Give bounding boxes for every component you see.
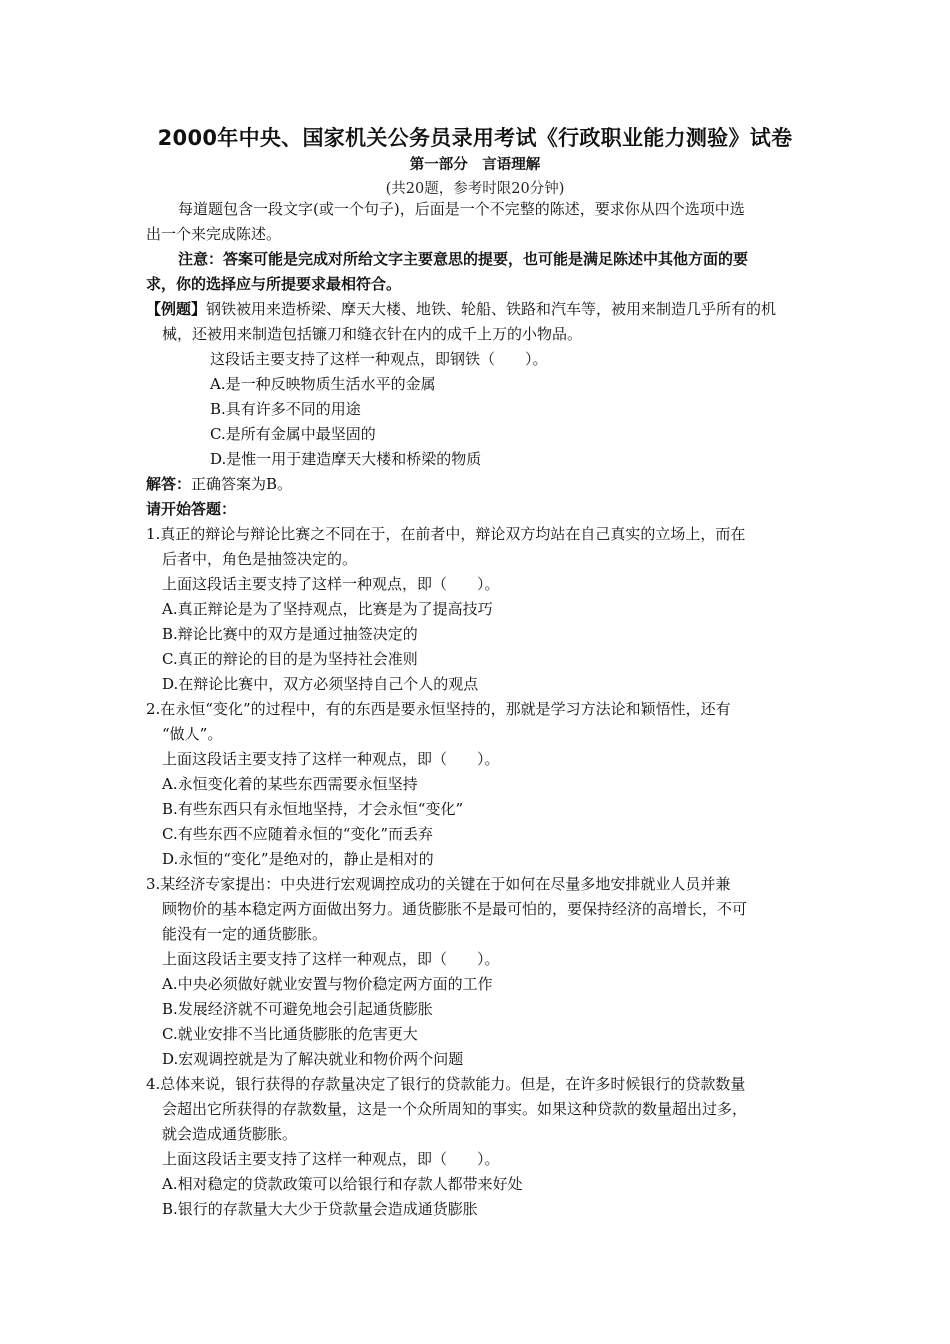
example-option: C.是所有金属中最坚固的: [210, 425, 376, 443]
question-line: 顾物价的基本稳定两方面做出努力。通货膨胀不是最可怕的，要保持经济的高增长，不可: [162, 900, 748, 918]
question-option: D.宏观调控就是为了解决就业和物价两个问题: [162, 1050, 464, 1068]
section-title: 第一部分 言语理解: [409, 157, 541, 173]
intro-line: 每道题包含一段文字(或一个句子)，后面是一个不完整的陈述，要求你从四个选项中选: [178, 200, 745, 218]
question-option: A.中央必须做好就业安置与物价稳定两方面的工作: [162, 975, 493, 993]
question-line: 会超出它所获得的存款数量，这是一个众所周知的事实。如果这种贷款的数量超出过多，: [162, 1100, 748, 1118]
notice-line: 求，你的选择应与所提要求最相符合。: [146, 275, 402, 293]
question-stem: 上面这段话主要支持了这样一种观点，即（ ）。: [162, 1150, 500, 1168]
question-line: 4.总体来说，银行获得的存款量决定了银行的贷款能力。但是，在许多时候银行的贷款数量: [146, 1075, 746, 1093]
question-line: 3.某经济专家提出：中央进行宏观调控成功的关键在于如何在尽量多地安排就业人员并兼: [146, 875, 731, 893]
question-stem: 上面这段话主要支持了这样一种观点，即（ ）。: [162, 750, 500, 768]
start-prompt: 请开始答题：: [146, 500, 237, 518]
intro-line: 出一个来完成陈述。: [146, 225, 282, 243]
section-note: (共20题，参考时限20分钟): [385, 181, 565, 197]
question-option: A.相对稳定的贷款政策可以给银行和存款人都带来好处: [162, 1175, 523, 1193]
exam-title: 2000年中央、国家机关公务员录用考试《行政职业能力测验》试卷: [157, 126, 793, 150]
question-option: A.真正辩论是为了坚持观点，比赛是为了提高技巧: [162, 600, 493, 618]
example-option: A.是一种反映物质生活水平的金属: [210, 375, 436, 393]
question-option: B.辩论比赛中的双方是通过抽签决定的: [162, 625, 418, 643]
question-line: 能没有一定的通货膨胀。: [162, 925, 328, 943]
answer-label: 解答：: [146, 475, 192, 493]
question-option: A.永恒变化着的某些东西需要永恒坚持: [162, 775, 418, 793]
question-option: C.有些东西不应随着永恒的“变化”而丢弃: [162, 825, 434, 843]
example-line: 钢铁被用来造桥梁、摩天大楼、地铁、轮船、铁路和汽车等，被用来制造几乎所有的机: [206, 300, 777, 318]
question-line: “做人”。: [162, 725, 223, 743]
example-answer: [146, 474, 292, 494]
question-option: B.银行的存款量大大少于贷款量会造成通货膨胀: [162, 1200, 478, 1218]
question-option: D.永恒的“变化”是绝对的，静止是相对的: [162, 850, 434, 868]
question-line: 后者中，角色是抽签决定的。: [162, 550, 358, 568]
question-stem: 上面这段话主要支持了这样一种观点，即（ ）。: [162, 575, 500, 593]
example-label: 【例题】: [146, 300, 207, 318]
question-option: B.发展经济就不可避免地会引起通货膨胀: [162, 1000, 433, 1018]
example-line: 械，还被用来制造包括镰刀和缝衣针在内的成千上万的小物品。: [162, 325, 583, 343]
question-line: 1.真正的辩论与辩论比赛之不同在于，在前者中，辩论双方均站在自己真实的立场上，而在: [146, 525, 746, 543]
answer-text: 正确答案为B。: [191, 475, 293, 493]
example-stem: 这段话主要支持了这样一种观点，即钢铁（ ）。: [210, 350, 548, 368]
question-option: C.真正的辩论的目的是为坚持社会准则: [162, 650, 418, 668]
question-line: 2.在永恒“变化”的过程中，有的东西是要永恒坚持的，那就是学习方法论和颖悟性，还有: [146, 700, 731, 718]
question-option: B.有些东西只有永恒地坚持，才会永恒“变化”: [162, 800, 464, 818]
example-option: B.具有许多不同的用途: [210, 400, 361, 418]
example-option: D.是惟一用于建造摩天大楼和桥梁的物质: [210, 450, 482, 468]
question-line: 就会造成通货膨胀。: [162, 1125, 298, 1143]
example-block: [146, 299, 776, 319]
question-stem: 上面这段话主要支持了这样一种观点，即（ ）。: [162, 950, 500, 968]
notice-line: 注意：答案可能是完成对所给文字主要意思的提要，也可能是满足陈述中其他方面的要: [178, 250, 749, 268]
question-option: D.在辩论比赛中，双方必须坚持自己个人的观点: [162, 675, 479, 693]
question-option: C.就业安排不当比通货膨胀的危害更大: [162, 1025, 418, 1043]
